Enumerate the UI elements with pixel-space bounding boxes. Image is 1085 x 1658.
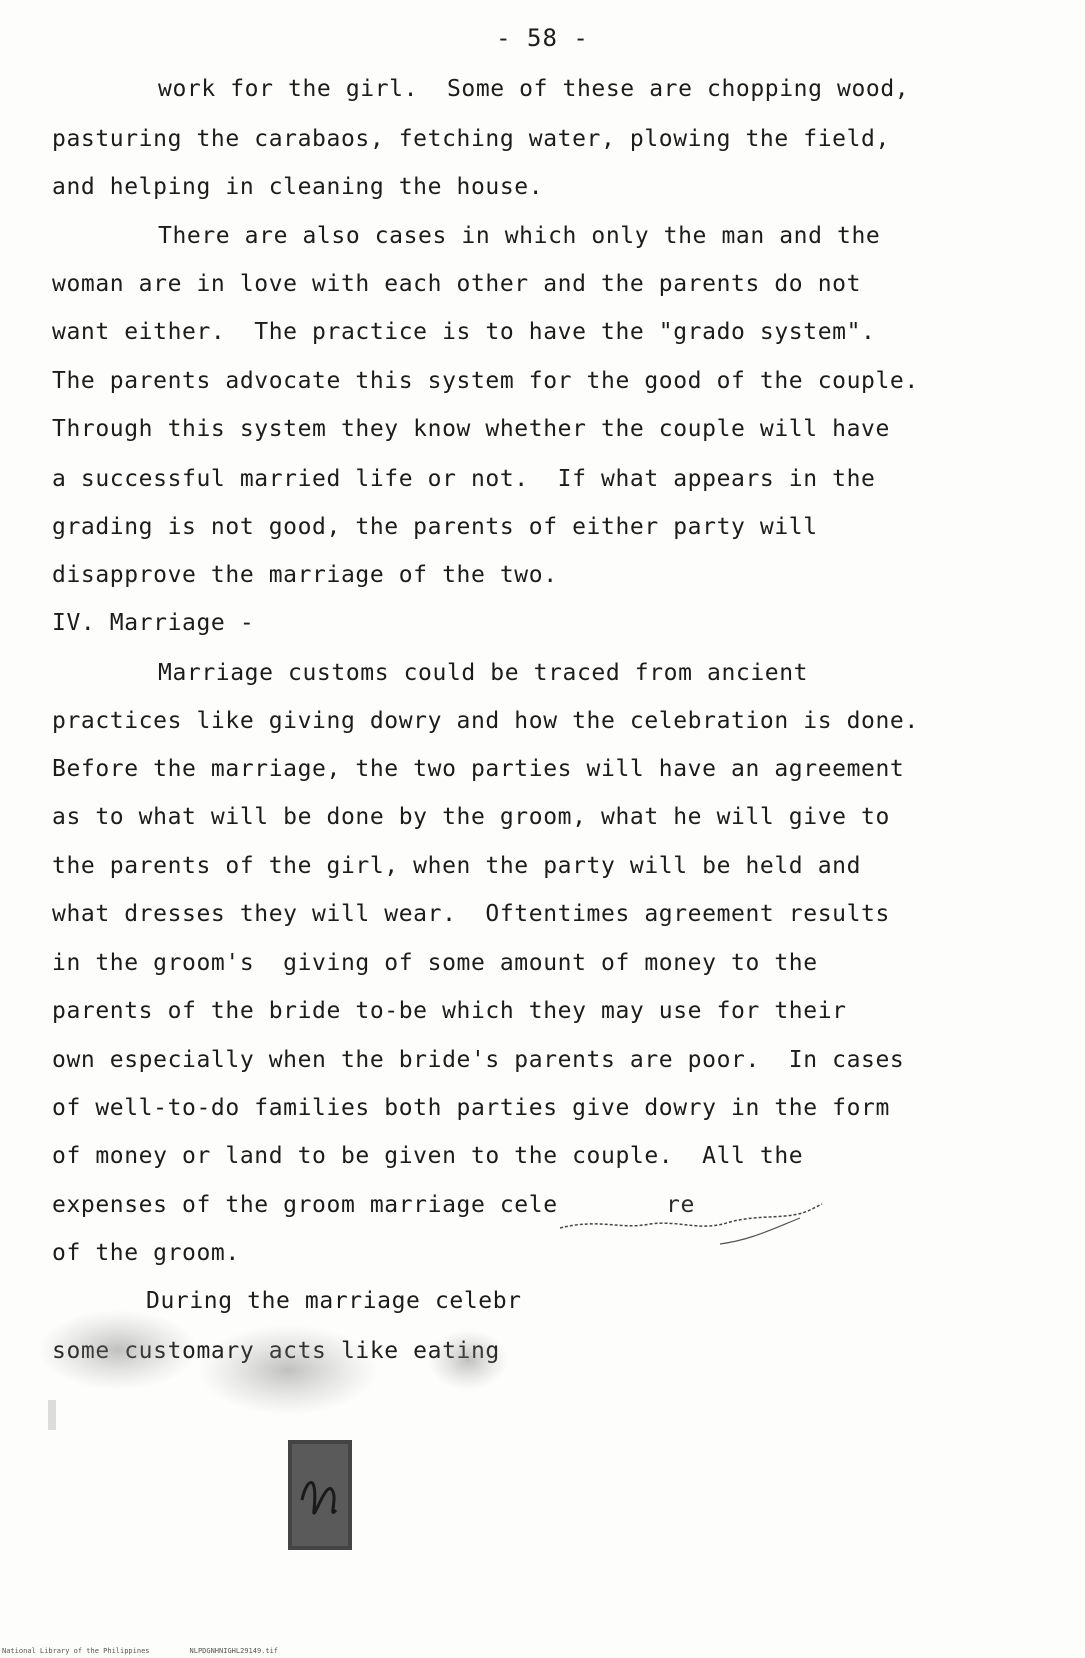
text-line: Through this system they know whether the couple will have: [52, 416, 890, 442]
text-line: parents of the bride to-be which they may use for their: [52, 998, 847, 1024]
text-line: of well-to-do families both parties give dowry in the form: [52, 1095, 890, 1121]
text-line: what dresses they will wear. Oftentimes agreement results: [52, 901, 890, 927]
text-line: the parents of the girl, when the party will be held and: [52, 853, 862, 879]
footer-file: NLPDGNHNIGHL29149.tif: [189, 1647, 279, 1655]
paper-stain-mark: [28, 1290, 528, 1470]
initials-stamp-mark: [288, 1440, 352, 1550]
text-line: as to what will be done by the groom, what he will give to: [52, 804, 890, 830]
text-line: want either. The practice is to have the "grado system".: [52, 319, 876, 345]
text-line: own especially when the bride's parents are poor. In cases: [52, 1047, 905, 1073]
text-line: woman are in love with each other and the parents do not: [52, 271, 862, 297]
section-heading: IV. Marriage -: [52, 610, 255, 636]
text-line: work for the girl. Some of these are chopping wood,: [158, 76, 910, 102]
text-line: in the groom's giving of some amount of money to the: [52, 950, 818, 976]
text-line: expenses of the groom marriage cele: [52, 1192, 558, 1218]
page-number: - 58 -: [496, 24, 589, 52]
text-line: a successful married life or not. If what appears in the: [52, 466, 876, 492]
text-line: and helping in cleaning the house.: [52, 174, 544, 200]
text-line-fragment: re: [666, 1192, 695, 1218]
text-line: disapprove the marriage of the two.: [52, 562, 558, 588]
text-line: pasturing the carabaos, fetching water, plowing the field,: [52, 126, 890, 152]
text-line: grading is not good, the parents of either party will: [52, 514, 818, 540]
torn-edge-mark: [560, 1200, 860, 1270]
text-line: like: [340, 1338, 399, 1364]
text-line: There are also cases in which only the man and the: [158, 223, 881, 249]
scan-footer: [2, 1647, 278, 1655]
text-line: The parents advocate this system for the good of the couple.: [52, 368, 919, 394]
text-line: During the marriage celebr: [146, 1288, 522, 1314]
text-line: Before the marriage, the two parties will have an agreement: [52, 756, 905, 782]
text-line: of money or land to be given to the couple. All the: [52, 1143, 804, 1169]
text-line: practices like giving dowry and how the celebration is done.: [52, 708, 919, 734]
text-line: of the groom.: [52, 1240, 240, 1266]
text-line: Marriage customs could be traced from ancient: [158, 660, 809, 686]
footer-library: National Library of the Philippines: [2, 1647, 150, 1655]
